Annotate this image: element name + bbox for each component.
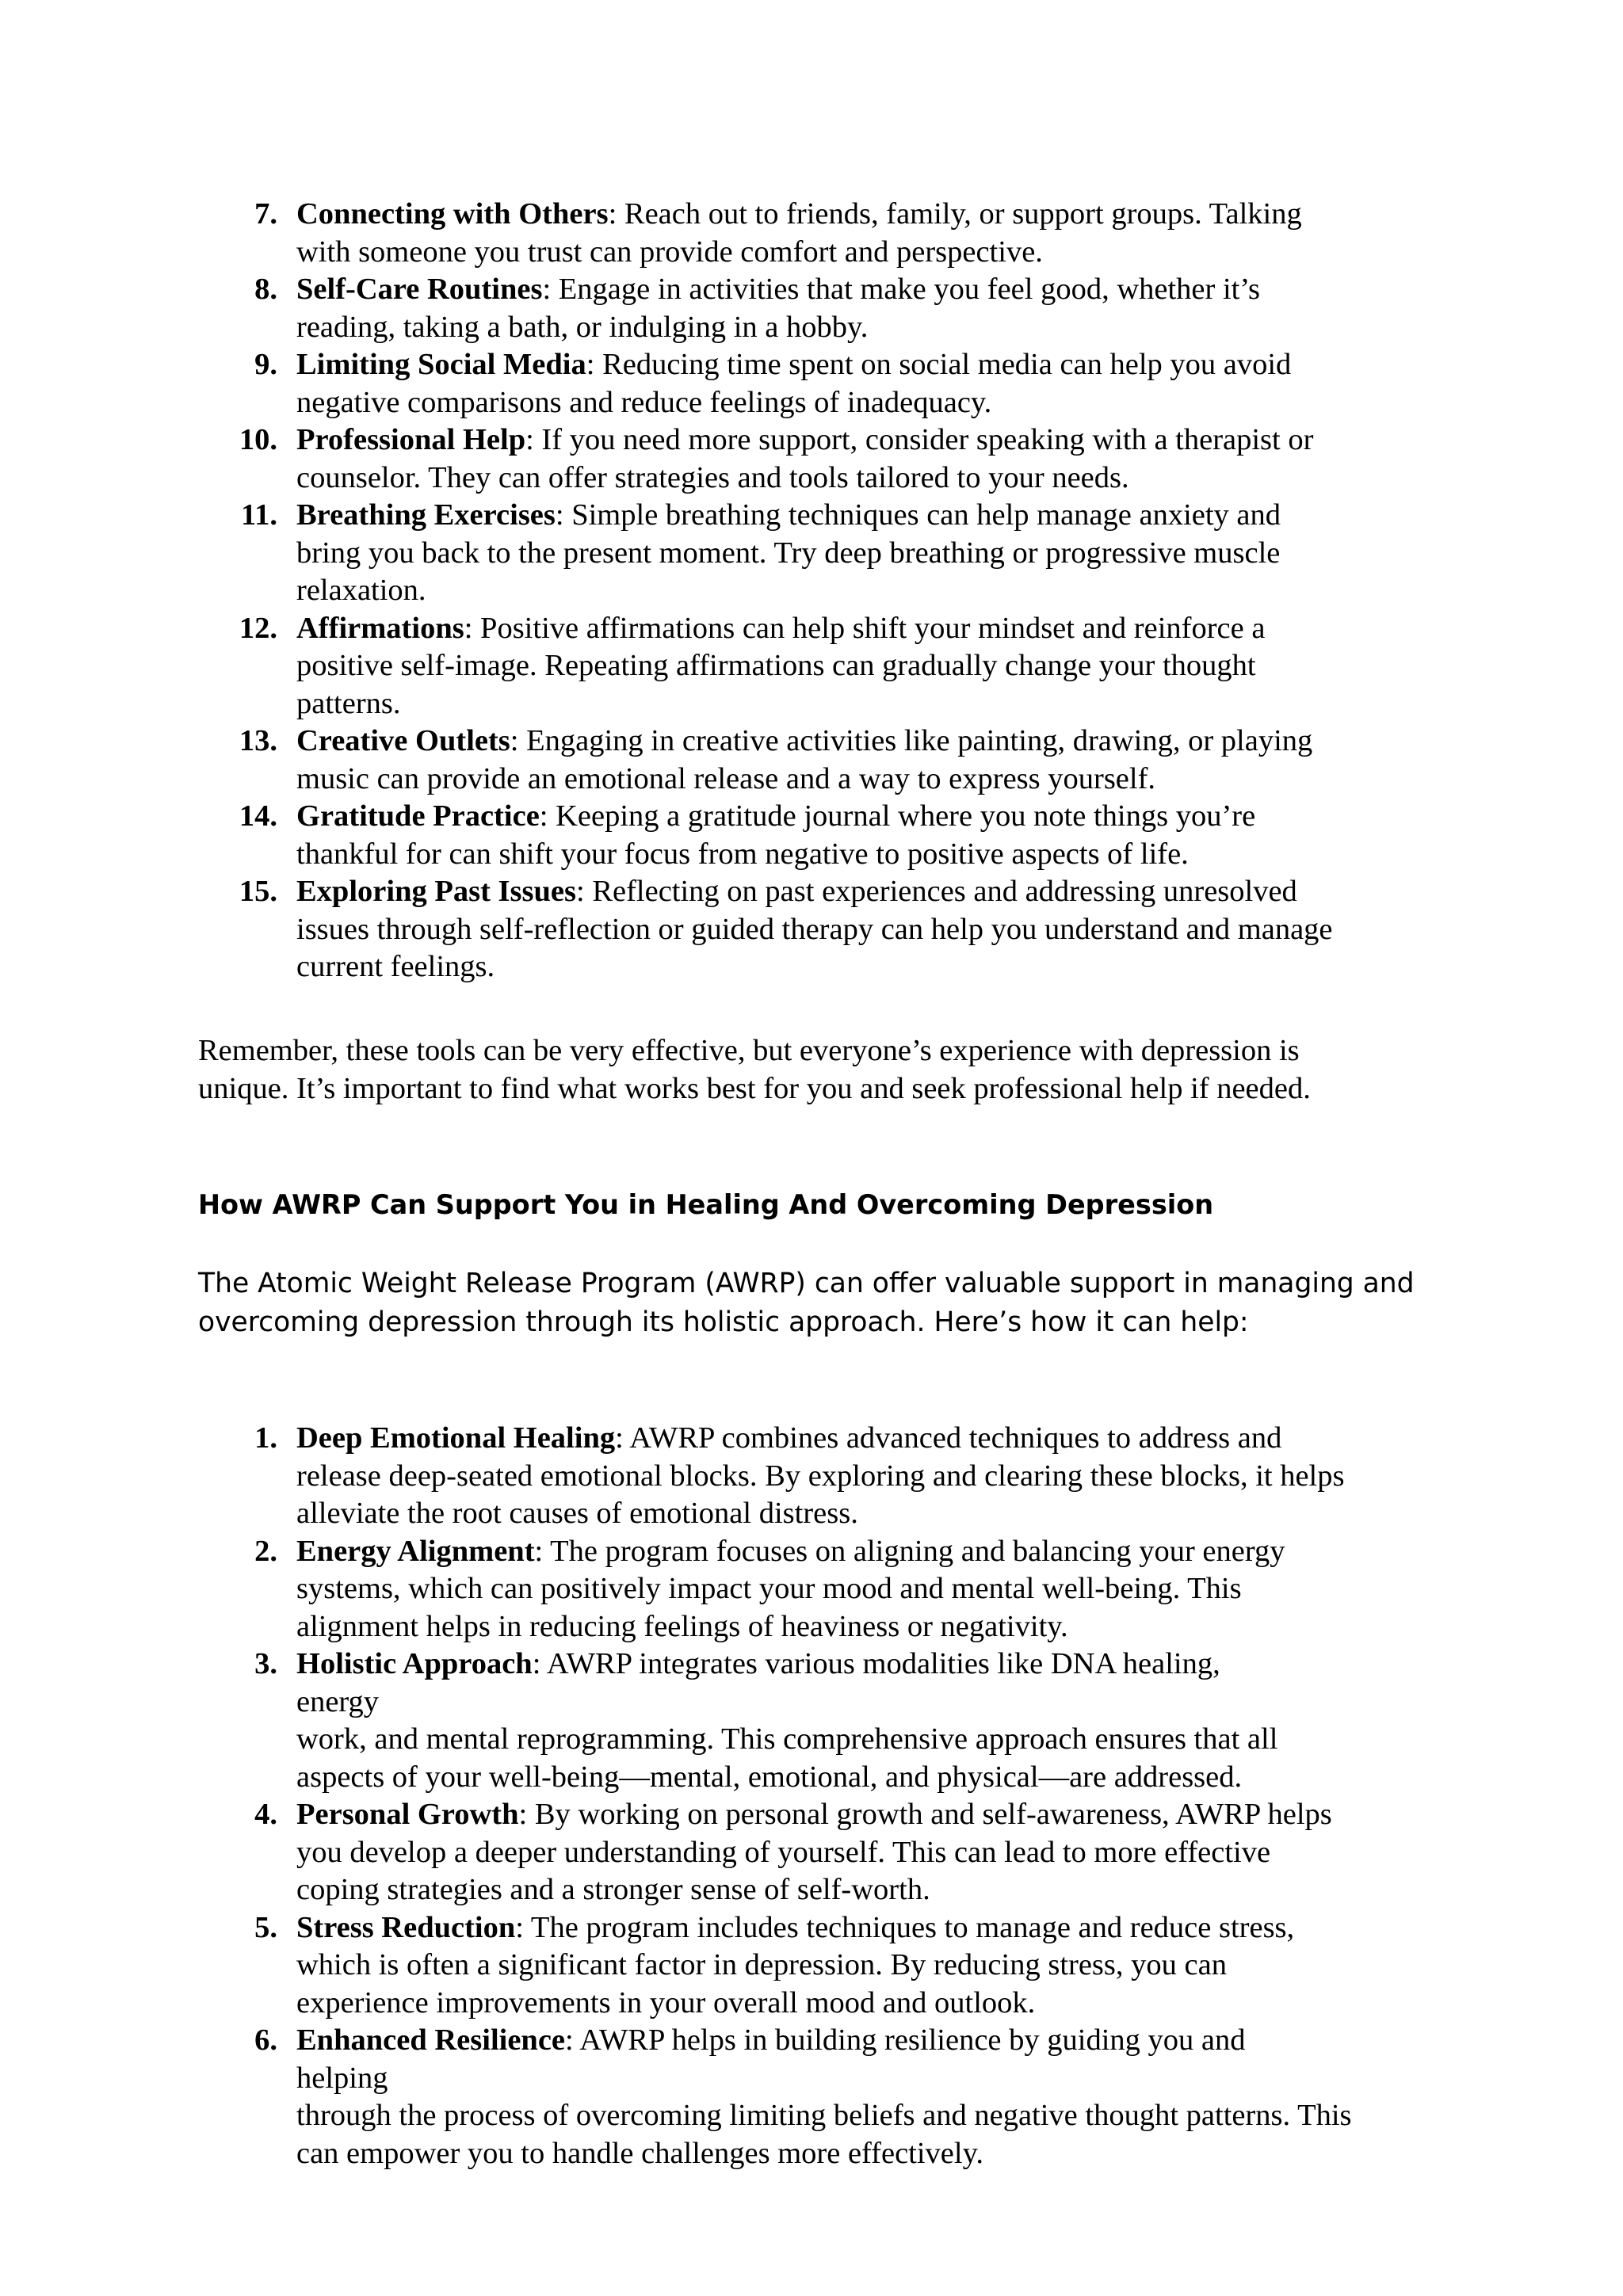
list-item [198,346,1434,421]
item-text: : Simple breathing techniques can help manage anxiety and [555,498,1281,532]
item-text: : Positive affirmations can help shift your mindset and reinforce a [464,611,1266,645]
item-text: work, and mental reprogramming. This comprehensive approach ensures that all [296,1722,1278,1756]
item-term: Limiting Social Media [296,348,586,381]
list-item [198,2022,1434,2172]
list-item [198,1796,1434,1909]
list-item [198,873,1434,986]
item-text: : Engage in activities that make you feel good, whether it’s [542,273,1261,306]
item-text: release deep-seated emotional blocks. By exploring and clearing these blocks, it helps [296,1459,1345,1493]
item-term: Affirmations [296,611,464,645]
item-text: : Reducing time spent on social media can help you avoid [586,348,1292,381]
item-number: 12. [239,611,277,645]
item-text: issues through self-reflection or guided therapy can help you understand and manage [296,912,1333,946]
item-text: negative comparisons and reduce feelings of inadequacy. [296,385,992,419]
paragraph-line: overcoming depression through its holistic approach. Here’s how it can help: [198,1306,1249,1338]
item-text: helping [296,2061,388,2095]
item-text: relaxation. [296,574,426,607]
item-text: with someone you trust can provide comfort and perspective. [296,235,1043,269]
item-number: 13. [239,724,277,757]
list-item [198,196,1434,271]
item-text: : AWRP helps in building resilience by guiding you and [565,2023,1246,2057]
item-number: 7. [254,197,277,231]
item-term: Professional Help [296,423,526,456]
item-term: Breathing Exercises [296,498,556,532]
item-text: experience improvements in your overall mood and outlook. [296,1985,1036,2019]
item-number: 5. [254,1910,277,1944]
item-number: 8. [254,273,277,306]
section-heading: How AWRP Can Support You in Healing And Overcoming Depression [198,1189,1214,1220]
item-number: 3. [254,1647,277,1680]
item-number: 15. [239,875,277,908]
item-text: aspects of your well-being—mental, emotional, and physical—are addressed. [296,1760,1243,1794]
list-item [198,610,1434,723]
item-term: Connecting with Others [296,197,609,231]
item-term: Energy Alignment [296,1534,535,1568]
list-item [198,1420,1434,1533]
item-text: : If you need more support, consider speaking with a therapist or [525,423,1314,456]
item-term: Deep Emotional Healing [296,1421,616,1455]
list-item [198,1533,1434,1646]
intro-paragraph [198,1264,1482,1342]
item-text: which is often a significant factor in depression. By reducing stress, you can [296,1948,1227,1981]
item-text: : The program includes techniques to manage and reduce stress, [515,1910,1295,1944]
item-text: alignment helps in reducing feelings of heaviness or negativity. [296,1609,1068,1643]
item-number: 10. [239,423,277,456]
item-text: : AWRP integrates various modalities like DNA healing, [532,1647,1220,1680]
coping-tools-list [198,196,1434,986]
item-number: 11. [240,498,277,532]
item-text: energy [296,1684,380,1718]
item-text: : Keeping a gratitude journal where you note things you’re [539,799,1256,833]
item-text: music can provide an emotional release and a way to express yourself. [296,761,1156,795]
item-text: current feelings. [296,950,495,983]
item-text: counselor. They can offer strategies and tools tailored to your needs. [296,460,1129,494]
item-text: you develop a deeper understanding of yourself. This can lead to more effective [296,1835,1271,1869]
list-item [198,1909,1434,2023]
item-text: can empower you to handle challenges more effectively. [296,2136,983,2170]
list-item [198,798,1434,873]
item-number: 14. [239,799,277,833]
list-item [198,1646,1434,1796]
item-term: Exploring Past Issues [296,875,576,908]
item-number: 2. [254,1534,277,1568]
item-text: : Reflecting on past experiences and addressing unresolved [576,875,1297,908]
item-text: positive self-image. Repeating affirmations can gradually change your thought [296,649,1256,682]
item-text: : Engaging in creative activities like painting, drawing, or playing [510,724,1313,757]
item-text: coping strategies and a stronger sense of self-worth. [296,1873,930,1906]
list-item [198,497,1434,610]
item-text: : Reach out to friends, family, or support groups. Talking [608,197,1302,231]
paragraph-line: The Atomic Weight Release Program (AWRP) can offer valuable support in managing and [198,1268,1415,1299]
paragraph-line: Remember, these tools can be very effective, but everyone’s experience with depression is [198,1034,1300,1067]
item-text: reading, taking a bath, or indulging in a hobby. [296,310,869,344]
paragraph-line: unique. It’s important to find what works best for you and seek professional help if needed. [198,1071,1311,1105]
item-text: systems, which can positively impact your mood and mental well-being. This [296,1572,1242,1605]
item-term: Creative Outlets [296,724,510,757]
remember-paragraph [198,1032,1482,1108]
item-term: Holistic Approach [296,1647,533,1680]
item-text: thankful for can shift your focus from negative to positive aspects of life. [296,837,1189,871]
item-number: 4. [254,1798,277,1831]
item-term: Stress Reduction [296,1910,516,1944]
list-item [198,421,1434,497]
item-term: Enhanced Resilience [296,2023,566,2057]
list-item [198,271,1434,346]
item-text: alleviate the root causes of emotional distress. [296,1497,858,1530]
list-item [198,723,1434,798]
item-text: patterns. [296,686,401,720]
item-text: through the process of overcoming limiting beliefs and negative thought patterns. This [296,2099,1352,2132]
item-number: 9. [254,348,277,381]
item-text: : AWRP combines advanced techniques to address and [615,1421,1282,1455]
item-term: Self-Care Routines [296,273,543,306]
item-term: Gratitude Practice [296,799,540,833]
item-term: Personal Growth [296,1798,519,1831]
item-text: : The program focuses on aligning and balancing your energy [534,1534,1285,1568]
awrp-benefits-list [198,1420,1434,2172]
item-number: 1. [254,1421,277,1455]
item-text: bring you back to the present moment. Try deep breathing or progressive muscle [296,536,1281,570]
item-number: 6. [254,2023,277,2057]
item-text: : By working on personal growth and self-awareness, AWRP helps [518,1798,1332,1831]
